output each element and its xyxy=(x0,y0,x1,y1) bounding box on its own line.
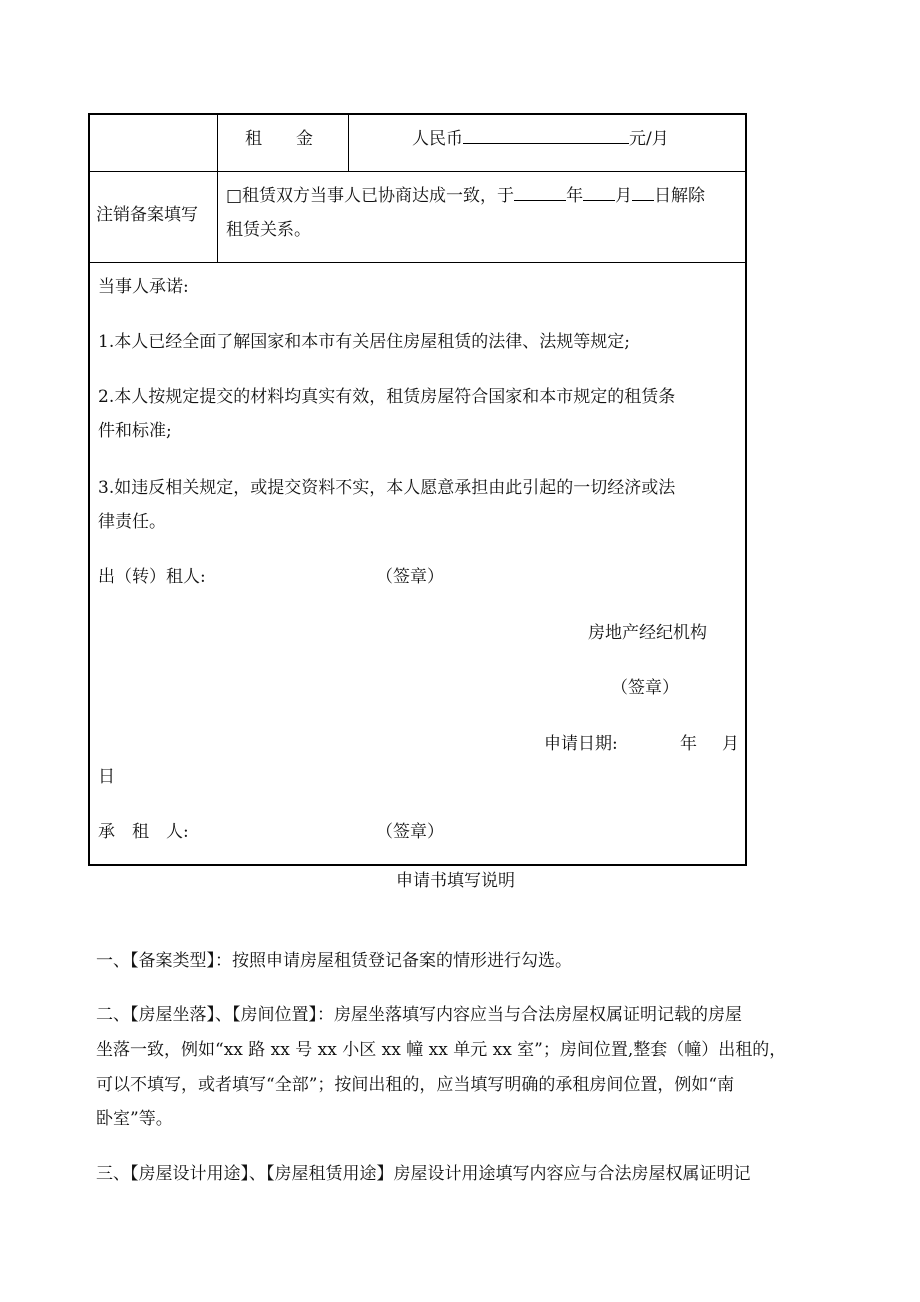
rent-label: 租 金 xyxy=(245,129,313,149)
instruction-2-line2: 坐落一致，例如“xx 路 xx 号 xx 小区 xx 幢 xx 单元 xx 室”；房间位置,整套（幢）出租的， xyxy=(96,1040,787,1060)
instruction-2-line3: 可以不填写，或者填写“全部”；按间出租的，应当填写明确的承租房间位置，例如“南 xyxy=(96,1075,735,1095)
agency-label: 房地产经纪机构 xyxy=(588,623,707,643)
cancel-month-blank[interactable] xyxy=(583,185,615,201)
agency-seal[interactable]: （签章） xyxy=(611,678,679,698)
instruction-2-line1: 二、【房屋坐落】、【房间位置】：房屋坐落填写内容应当与合法房屋权属证明记载的房屋 xyxy=(96,1005,742,1025)
instruction-2-line4: 卧室”等。 xyxy=(96,1109,173,1129)
rental-filing-form xyxy=(88,113,747,866)
column-divider xyxy=(348,115,349,171)
application-date-label: 申请日期: xyxy=(544,734,618,754)
dissolve-text: 日解除 xyxy=(654,186,706,206)
lessee-label: 承 租 人: xyxy=(98,822,189,842)
month-text: 月 xyxy=(615,186,633,206)
lessor-label: 出（转）租人: xyxy=(98,567,206,587)
row-divider xyxy=(90,171,745,172)
date-day: 日 xyxy=(98,767,115,787)
rent-value-field[interactable] xyxy=(412,128,669,150)
cancellation-line2: 租赁关系。 xyxy=(226,220,311,240)
cancel-day-blank[interactable] xyxy=(632,185,654,201)
cancellation-checkbox-text: □租赁双方当事人已协商达成一致，于 xyxy=(226,186,515,206)
lessee-seal[interactable]: （签章） xyxy=(376,822,444,842)
pledge-item-2-line1: 2.本人按规定提交的材料均真实有效，租赁房屋符合国家和本市规定的租赁条 xyxy=(98,387,676,407)
instructions-title: 申请书填写说明 xyxy=(396,871,515,891)
pledge-item-3-line2: 律责任。 xyxy=(98,512,166,532)
cancellation-label: 注销备案填写 xyxy=(96,205,198,225)
rent-currency-prefix: 人民币 xyxy=(412,129,463,149)
column-divider xyxy=(217,115,218,262)
cancellation-statement[interactable] xyxy=(226,185,705,207)
pledge-item-1: 1.本人已经全面了解国家和本市有关居住房屋租赁的法律、法规等规定; xyxy=(98,332,630,352)
date-month: 月 xyxy=(722,734,739,754)
lessor-seal[interactable]: （签章） xyxy=(376,567,444,587)
rent-unit-suffix: 元/月 xyxy=(629,129,669,149)
row-divider xyxy=(90,262,745,263)
pledge-item-2-line2: 件和标准; xyxy=(98,421,172,441)
date-year: 年 xyxy=(680,734,697,754)
year-text: 年 xyxy=(566,186,584,206)
instruction-3-line1: 三、【房屋设计用途】、【房屋租赁用途】房屋设计用途填写内容应与合法房屋权属证明记 xyxy=(96,1164,751,1184)
pledge-item-3-line1: 3.如违反相关规定，或提交资料不实，本人愿意承担由此引起的一切经济或法 xyxy=(98,478,676,498)
cancel-year-blank[interactable] xyxy=(514,185,566,201)
rent-amount-blank[interactable] xyxy=(463,128,629,144)
instruction-1: 一、【备案类型】：按照申请房屋租赁登记备案的情形进行勾选。 xyxy=(96,951,572,971)
pledge-heading: 当事人承诺: xyxy=(98,277,189,297)
